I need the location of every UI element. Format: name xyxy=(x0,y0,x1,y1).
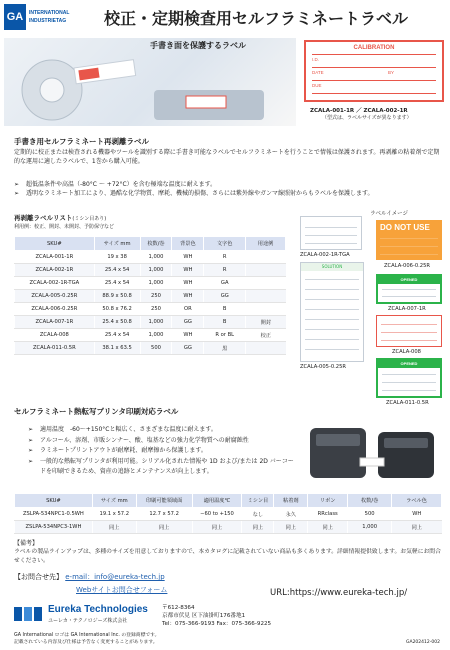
table-cell: WH xyxy=(172,264,204,277)
table-row xyxy=(15,251,286,264)
table-cell: 同上 xyxy=(392,521,442,534)
address-phone: Tel：075-366-9193 Fax：075-366-9225 xyxy=(162,621,272,627)
calib-caption-note: （型式は、ラベルサイズが異なります） xyxy=(322,115,412,121)
label-caption-011: ZCALA-011-0.5R xyxy=(386,400,429,406)
calib-field-by: BY xyxy=(388,70,395,75)
table-cell: WH xyxy=(172,251,204,264)
table-cell: ZCALA-001-1R xyxy=(15,251,95,264)
printer-image xyxy=(300,418,442,484)
label-caption-tga: ZCALA-002-1R-TGA xyxy=(300,252,350,258)
document-code: GA202412-002 xyxy=(406,640,440,645)
product-photo xyxy=(4,38,296,126)
table-cell: 同上 xyxy=(242,521,274,534)
table-cell: WH xyxy=(172,277,204,290)
table-cell: ZCALA-007-1R xyxy=(15,316,95,329)
page-title: 校正・定期検査用セルフラミネートラベル xyxy=(104,9,409,28)
list-item: ➢ アルコール、溶剤、市販シンナー、酸、塩基などの強力化学物質への耐腐蝕性 xyxy=(28,436,298,447)
label-image-solution xyxy=(300,262,364,362)
table-cell: GG xyxy=(172,316,204,329)
address-postal: 〒612-8364 xyxy=(162,605,195,611)
table-cell: 開封 xyxy=(246,316,286,329)
col-bg: 背景色 xyxy=(172,237,204,251)
table-cell: 同上 xyxy=(308,521,348,534)
label-list-title-note: (ミシン目あり) xyxy=(72,216,107,222)
label-caption-solution: ZCALA-005-0.25R xyxy=(300,364,346,370)
ga-logo-mark: GA xyxy=(4,4,26,30)
table-row xyxy=(15,329,286,342)
label-list-title-text: 再剥離ラベルリスト xyxy=(14,214,73,222)
calibration-label-sample xyxy=(304,40,444,102)
col2-adhesive: 粘着剤 xyxy=(274,494,308,508)
table-cell: B xyxy=(204,303,246,316)
table-cell: 1,000 xyxy=(140,316,172,329)
table-cell: なし xyxy=(242,508,274,521)
company-name-kana: ユーレカ・テクノロジーズ株式会社 xyxy=(48,618,128,624)
list-item: ➢ 一般的な熱転写プリンタが利用可能。シリアル化された情報や 1D および/または 2D バーコードを印刷できるため、資産の追跡とメンテナンスが向上します。 xyxy=(28,457,298,478)
table-cell: 黒 xyxy=(204,342,246,355)
solution-title: SOLUTION xyxy=(301,263,363,271)
table-cell: 12.7 x 57.2 xyxy=(136,508,192,521)
company-name: Eureka Technologies xyxy=(48,604,148,615)
ga-logo xyxy=(4,4,76,30)
table-cell: ZCALA-002-1R-TGA xyxy=(15,277,95,290)
table-cell: 1,000 xyxy=(140,277,172,290)
table-cell: ZCALA-002-1R xyxy=(15,264,95,277)
table-cell: 19 x 38 xyxy=(94,251,140,264)
table-header-row xyxy=(15,237,286,251)
calib-field-due: DUE xyxy=(312,83,322,88)
printer-label-spec-table xyxy=(14,493,442,534)
table-cell: 25.4 x 54 xyxy=(94,329,140,342)
label-spec-table xyxy=(14,236,286,355)
col2-print-area: 印刷可能領域面 xyxy=(136,494,192,508)
table-cell: 永久 xyxy=(274,508,308,521)
col2-qty: 枚数/巻 xyxy=(348,494,392,508)
table-cell: ZCALA-006-0.25R xyxy=(15,303,95,316)
table-cell: 250 xyxy=(140,303,172,316)
label-image-008 xyxy=(376,315,442,347)
table-cell xyxy=(246,290,286,303)
table-cell: R xyxy=(204,264,246,277)
table-row xyxy=(15,264,286,277)
label-caption-dnu: ZCALA-006-0.25R xyxy=(384,263,430,269)
table-cell: WH xyxy=(172,290,204,303)
do-not-use-text: DO NOT USE xyxy=(380,223,430,232)
col2-color: ラベル色 xyxy=(392,494,442,508)
calibration-title: CALIBRATION xyxy=(353,45,395,51)
label-image-opened-007 xyxy=(376,274,442,304)
table-cell: R xyxy=(204,251,246,264)
legal-trademark: GA International ロゴは GA International Inc. の登録商標です。 xyxy=(14,633,160,638)
table-cell: 500 xyxy=(140,342,172,355)
table-cell: 同上 xyxy=(136,521,192,534)
col-text-color: 文字色 xyxy=(204,237,246,251)
section2-heading: セルフラミネート熱転写プリンタ印刷対応ラベル xyxy=(14,407,179,416)
calib-field-date: DATE xyxy=(312,70,324,75)
table-row xyxy=(15,342,286,355)
opened-title-011: OPENED xyxy=(378,360,440,368)
legal-notes xyxy=(14,632,159,646)
eureka-logo-icon xyxy=(14,605,44,623)
table-cell: −60 to +150 xyxy=(192,508,242,521)
table-header-row xyxy=(15,494,442,508)
table-cell: 500 xyxy=(348,508,392,521)
table-row xyxy=(15,521,442,534)
label-image-tga xyxy=(300,216,362,250)
col2-sku: SKU# xyxy=(15,494,93,508)
webform-link[interactable]: Webサイトお問合せフォーム xyxy=(76,586,168,594)
col-size: サイズ mm xyxy=(94,237,140,251)
table-cell: ZSLPA-534NPC1-0.5WH xyxy=(15,508,93,521)
col2-temp: 適用温度℃ xyxy=(192,494,242,508)
table-cell: ZCALA-008 xyxy=(15,329,95,342)
label-image-heading: ラベルイメージ xyxy=(370,211,409,217)
label-list-subtitle: 利用例：校正、開封、未開封、予防保守など xyxy=(14,224,115,230)
notes-text: ラベルの製品ラインアップは、多種のサイズを用意しておりますので、本カタログに記載されていない商品も多くあります。詳細情報提供致します。お気軽にお問合せください。 xyxy=(14,549,441,564)
table-row xyxy=(15,290,286,303)
table-cell: 同上 xyxy=(92,521,136,534)
table-cell: 同上 xyxy=(192,521,242,534)
company-address xyxy=(162,604,271,628)
table-cell xyxy=(246,303,286,316)
table-cell: 1,000 xyxy=(140,251,172,264)
table-cell: GG xyxy=(204,290,246,303)
section1-paragraph: 定期的に校正または検査される機器やツールを識別する際に手書き可能なラベルでセルフラミネートを行うことで情報は保護されます。再剥離の粘着剤で定期的な運用に適したラベルで、1巻から購入可能。 xyxy=(14,149,440,165)
table-cell: 25.4 x 54 xyxy=(94,277,140,290)
label-caption-007: ZCALA-007-1R xyxy=(388,306,426,312)
label-image-opened-011 xyxy=(376,358,442,398)
section2-bullets xyxy=(28,425,298,478)
table-cell: 250 xyxy=(140,290,172,303)
list-item: ➢ 透明なラミネート加工により、過酷な化学物質、摩耗、機械的損傷、さらには紫外線やガンマ線照射からもラベルを保護します。 xyxy=(14,189,444,198)
opened-title-007: OPENED xyxy=(378,276,440,284)
label-caption-008: ZCALA-008 xyxy=(392,349,421,355)
table-cell: R or BL xyxy=(204,329,246,342)
table-cell: ZCALA-005-0.25R xyxy=(15,290,95,303)
col-use: 用途例 xyxy=(246,237,286,251)
table-cell: 1,000 xyxy=(140,264,172,277)
photo-note: 手書き面を保護するラベル xyxy=(150,41,246,50)
table-row xyxy=(15,508,442,521)
calib-field-id: I.D. xyxy=(312,57,320,62)
section1-bullets xyxy=(14,180,444,198)
table-cell: 88.9 x 50.8 xyxy=(94,290,140,303)
col2-ribbon: リボン xyxy=(308,494,348,508)
thermal-printer-illustration xyxy=(300,418,442,484)
label-image-do-not-use xyxy=(376,220,442,260)
col2-perforation: ミシン目 xyxy=(242,494,274,508)
table-cell xyxy=(246,251,286,264)
table-cell: 25.4 x 50.8 xyxy=(94,316,140,329)
table-cell: ZSLPA-534NPC3-1WH xyxy=(15,521,93,534)
col2-size: サイズ mm xyxy=(92,494,136,508)
table-cell: 25.4 x 54 xyxy=(94,264,140,277)
table-cell: WH xyxy=(392,508,442,521)
section1-heading: 手書き用セルフラミネート再剥離ラベル xyxy=(14,137,149,146)
table-cell: B xyxy=(204,316,246,329)
table-cell: 50.8 x 76.2 xyxy=(94,303,140,316)
list-item: ➢ 適用温度 -60～+150°Cと幅広く、さまざまな温度に耐えます。 xyxy=(28,425,298,436)
table-cell: RRclass xyxy=(308,508,348,521)
table-cell xyxy=(246,342,286,355)
table-cell: 1,000 xyxy=(140,329,172,342)
address-street: 京都市伏見 区下油掛町176番地1 xyxy=(162,613,246,619)
table-cell: OR xyxy=(172,303,204,316)
table-cell: ZCALA-011-0.5R xyxy=(15,342,95,355)
legal-disclaimer: 記載されている内容及び仕様は予告なく変更することがあります。 xyxy=(14,640,158,645)
contact-line xyxy=(14,572,165,582)
table-cell: WH xyxy=(172,329,204,342)
calib-caption: ZCALA-001-1R ／ ZCALA-002-1R xyxy=(310,108,408,114)
table-cell: 38.1 x 63.5 xyxy=(94,342,140,355)
ga-logo-line1: INTERNATIONAL xyxy=(29,10,70,16)
label-list-title xyxy=(14,213,106,222)
table-cell: GG xyxy=(172,342,204,355)
label-roll-illustration xyxy=(4,38,296,126)
table-cell xyxy=(246,277,286,290)
table-cell: 19.1 x 57.2 xyxy=(92,508,136,521)
col-qty: 枚数/巻 xyxy=(140,237,172,251)
table-cell: 1,000 xyxy=(348,521,392,534)
website-url[interactable]: URL:https://www.eureka-tech.jp/ xyxy=(270,588,408,598)
email-link[interactable]: e-mail：info@eureka-tech.jp xyxy=(65,573,165,581)
ga-logo-line2: INDUSTRIETAG xyxy=(29,18,67,24)
table-cell xyxy=(246,264,286,277)
col-sku: SKU# xyxy=(15,237,95,251)
notes-heading: 【備考】 xyxy=(14,540,39,547)
list-item: ➢ ラミネートプリントアウトが耐摩耗、耐摩擦から保護します。 xyxy=(28,446,298,457)
list-item: ➢ 超低温条件や高温（-80°C ～ +72°C）を含む極端な温度に耐えます。 xyxy=(14,180,444,189)
table-cell: 校正 xyxy=(246,329,286,342)
table-row xyxy=(15,316,286,329)
table-cell: GA xyxy=(204,277,246,290)
table-row xyxy=(15,277,286,290)
table-row xyxy=(15,303,286,316)
contact-label: 【お問合せ先】 xyxy=(14,573,63,581)
table-cell: 同上 xyxy=(274,521,308,534)
